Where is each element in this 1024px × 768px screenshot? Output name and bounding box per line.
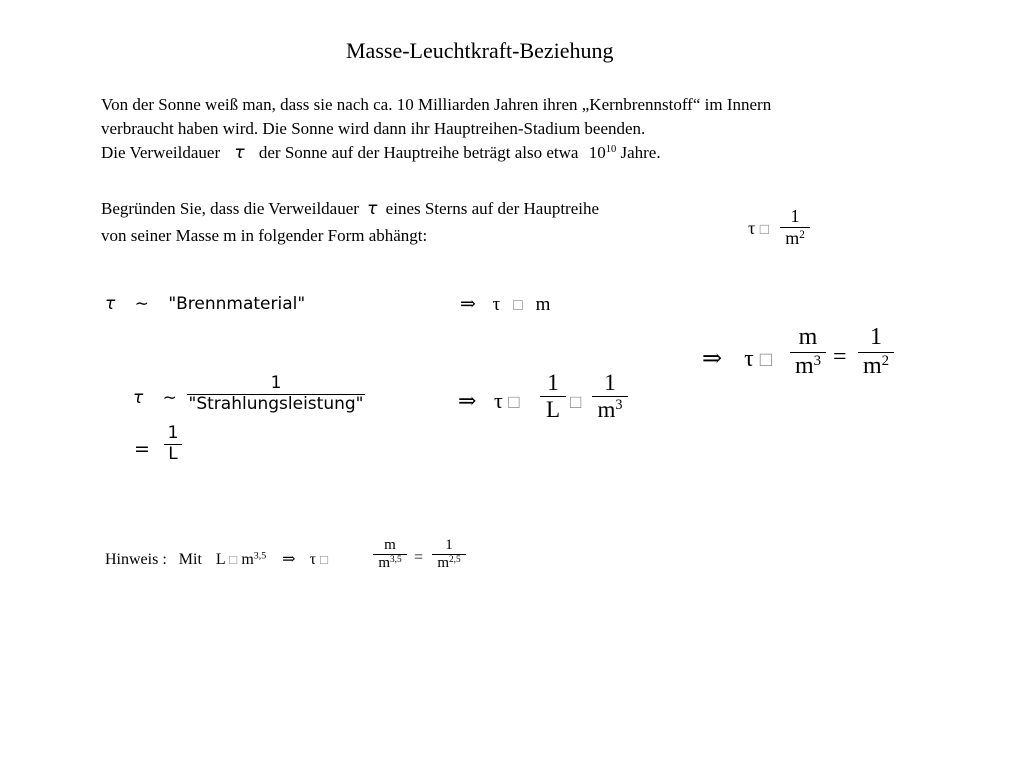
one-over-L: 1 L <box>164 424 182 464</box>
brennmaterial-relation: τ ∼ "Brennmaterial" <box>105 294 306 314</box>
final-fraction-1-over-m2: 1 $m^2$ <box>858 324 894 380</box>
final-equals: = <box>833 344 847 370</box>
hint-label: Hinweis : <box>105 551 167 568</box>
strahlung-fraction: 1 "Strahlungsleistung" <box>188 373 364 414</box>
task-line-2: von seiner Masse m in folgender Form abhängt: <box>101 226 428 245</box>
target-formula-lhs: τ □ <box>748 218 769 238</box>
intro-line-1: Von der Sonne weiß man, dass sie nach ca. 10 Milliarden Jahren ihren „Kernbrennstoff“ im Innern <box>101 95 772 114</box>
task-line-1: Begründen Sie, dass die Verweildauer τ eines Sterns auf der Hauptreihe <box>101 199 600 219</box>
hint-equals: = <box>414 549 424 566</box>
hint-fraction-m-over-m35: m $m^{3,5}$ <box>373 537 407 573</box>
brennmaterial-conclusion: ⇒ τ □ m <box>460 294 551 315</box>
page-title: Masse-Leuchtkraft-Beziehung <box>346 38 614 63</box>
luminosity-fraction-1-over-L: 1 L <box>540 370 566 424</box>
luminosity-prop: □ <box>570 392 582 413</box>
luminosity-fraction-1-over-m3: 1 $m^3$ <box>592 370 628 424</box>
equals-sign: = <box>134 438 150 460</box>
hint-line: Hinweis : Mit L □ $m^{3,5}$ ⇒ τ □ <box>105 550 329 568</box>
intro-line-3: Die Verweildauer τ der Sonne auf der Hauptreihe beträgt also etwa $10^{10}$ Jahre. <box>101 143 661 163</box>
final-conclusion-lhs: ⇒ τ □ <box>702 346 773 372</box>
target-formula-fraction: 1 $m^2$ <box>780 206 810 248</box>
hint-fraction-1-over-m25: 1 $m^{2,5}$ <box>432 537 466 573</box>
luminosity-conclusion-lhs: ⇒ τ □ <box>458 388 520 413</box>
intro-line-2: verbraucht haben wird. Die Sonne wird dann ihr Hauptreihen-Stadium beenden. <box>101 119 646 138</box>
final-fraction-m-over-m3: m $m^3$ <box>790 324 826 380</box>
strahlung-lhs: τ ∼ <box>133 388 177 408</box>
